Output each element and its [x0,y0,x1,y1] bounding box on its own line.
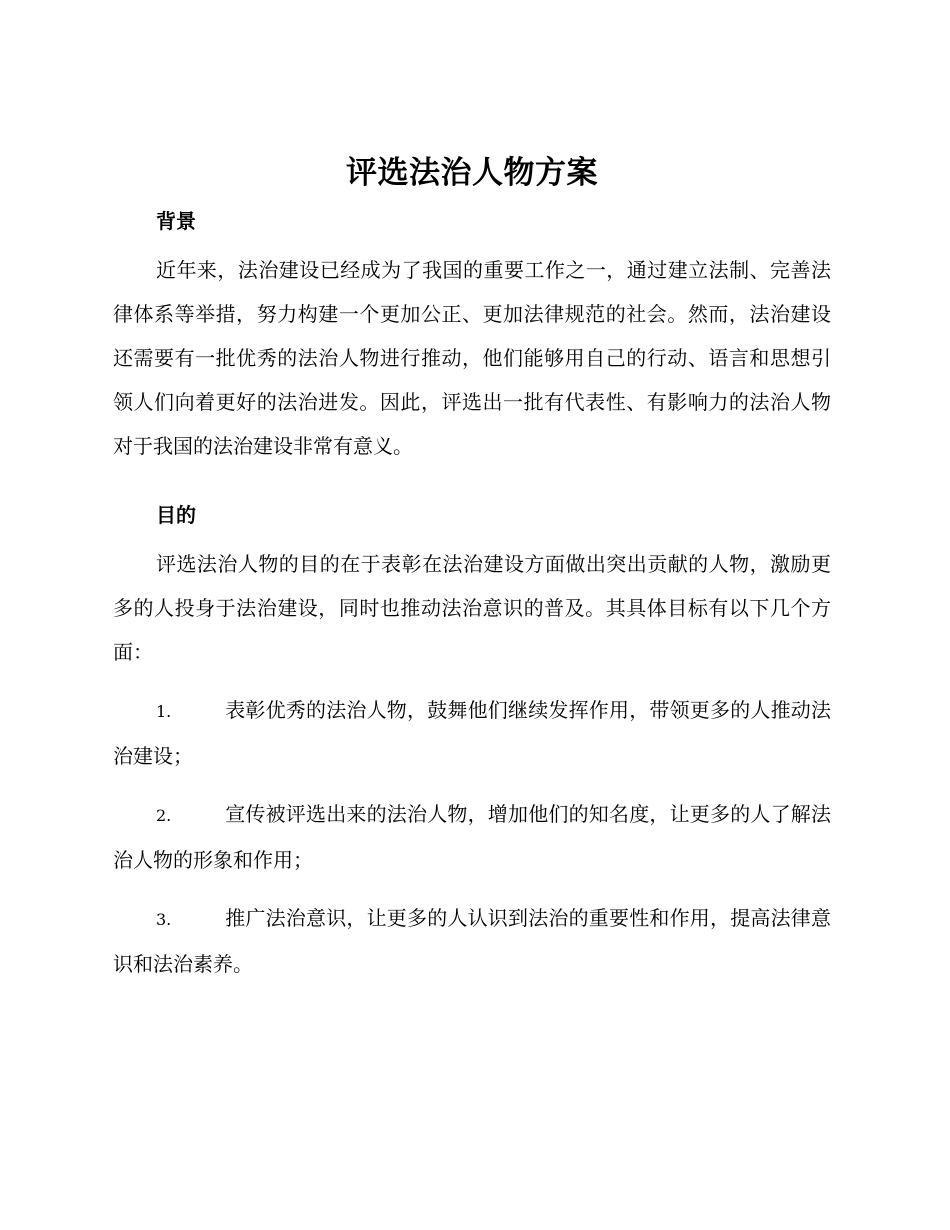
list-item [113,792,831,882]
section-heading-background: 背景 [156,209,196,233]
list-number: 2. [156,806,172,825]
document-title: 评选法治人物方案 [346,155,598,191]
list-item [113,896,831,986]
list-item-text: 宣传被评选出来的法治人物，增加他们的知名度，让更多的人了解法治人物的形象和作用； [113,802,831,872]
list-item-text: 推广法治意识，让更多的人认识到法治的重要性和作用，提高法律意识和法治素养。 [113,906,831,976]
purpose-paragraph: 评选法治人物的目的在于表彰在法治建设方面做出突出贡献的人物，激励更多的人投身于法治建设，同时也推动法治意识的普及。其具体目标有以下几个方面： [113,552,831,664]
background-paragraph: 近年来，法治建设已经成为了我国的重要工作之一，通过建立法制、完善法律体系等举措，努力构建一个更加公正、更加法律规范的社会。然而，法治建设还需要有一批优秀的法治人物进行推动，他们能够用自己的行动、语言和思想引领人们向着更好的法治进发。因此，评选出一批有代表性、有影响力的法治人物对于我国的法治建设非常有意义。 [113,258,831,458]
document-body [113,150,831,986]
list-item [113,688,831,778]
section-heading-purpose: 目的 [156,503,196,527]
list-item-text: 表彰优秀的法治人物，鼓舞他们继续发挥作用，带领更多的人推动法治建设； [113,698,831,768]
list-number: 1. [156,702,172,721]
list-number: 3. [156,910,172,929]
